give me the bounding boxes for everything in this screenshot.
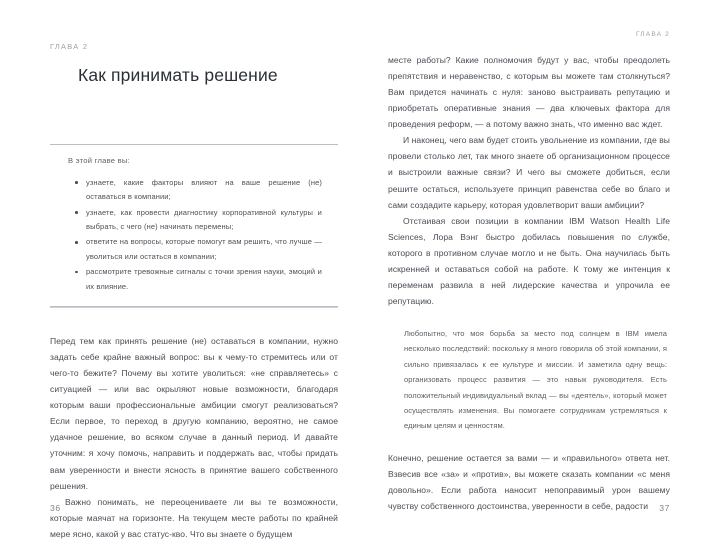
list-item: узнаете, какие факторы влияют на ваше решение (не) оставаться в компании; [86,176,328,205]
right-closing-column [388,450,670,514]
page-number: 37 [659,503,670,513]
callout-bullet-list [50,176,338,294]
running-head: ГЛАВА 2 [635,31,670,38]
body-paragraph: Перед тем как принять решение (не) оставаться в компании, нужно задать себе крайне важный вопрос: вы к чему-то стремитесь или от чего-то бежите? Почему вы хотите уволиться: «не справляетесь» с ситуацией — или вас окрыляют новые возможности, благодаря которым ваши профессиональные амбиции смогут реализоваться? Если первое, то переход в другую компанию, вероятно, не самое удачное решение, во всяком случае в данный период. И давайте уточним: я хочу помочь, направить и поддержать вас, чтобы придать вам уверенности и внести ясность в принятие вашего собственного решения. [50,336,338,491]
chapter-eyebrow: ГЛАВА 2 [50,42,89,51]
right-page [356,0,712,540]
body-paragraph: И наконец, чего вам будет стоить увольнение из компании, где вы провели столько лет, так много знаете об организационном процессе и выстроили важные связи? И чего вы сможете добиться, если решите остаться, используете принцип равенства себе во благо и сами создадите карьеру, которая удовлетворит ваши амбиции? [388,135,670,210]
left-page [0,0,356,540]
right-body-column [388,52,670,309]
body-paragraph: Важно понимать, не переоцениваете ли вы те возможности, которые маячат на горизонте. На текущем месте работы по крайней мере ясно, какой у вас статус-кво. Что вы знаете о будущем [50,496,338,539]
callout-bottom-rule [50,306,338,308]
left-body-column [50,333,338,542]
callout-intro-label: В этой главе вы: [68,155,130,165]
callout-top-rule [50,144,338,145]
body-paragraph: Конечно, решение остается за вами — и «правильного» ответа нет. Взвесив все «за» и «против», вы можете сказать компании «с меня довольно». Если работа наносит непоправимый урон вашему чувству собственного достоинства, уверенности в себе, радости [388,452,670,511]
body-paragraph: месте работы? Какие полномочия будут у вас, чтобы преодолеть препятствия и неравенство, с которым вы можете там столкнуться? Вам придется начинать с нуля: заново выстраивать репутацию и приобретать оперативные знания — два ключевых фактора для проведения реформ, — а потому важно знать, что именно вас ждет. [388,55,670,130]
chapter-title: Как принимать решение [78,65,278,85]
in-this-chapter-callout [50,144,338,308]
body-paragraph: Отстаивая свои позиции в компании IBM Watson Health Life Sciences, Лора Вэнг быстро добилась повышения по службе, которого в противном случае могло и не быть. Она научилась быть искренней и оставаться собой на работе. К тому же интенция к переменам развила в ней лидерские качества и упрочила ее репутацию. [388,215,670,306]
page-number: 36 [50,503,61,513]
list-item: узнаете, как провести диагностику корпоративной культуры и выбрать, с чего (не) начинать перемены; [86,206,328,235]
chapter-opener [50,0,338,87]
list-item: ответите на вопросы, которые помогут вам решить, что лучше — уволиться или остаться в компании; [86,235,328,264]
quote-extract-block [388,326,670,434]
extract-paragraph: Любопытно, что моя борьба за место под солнцем в IBM имела несколько последствий: поскольку я много говорила об этой компании, я сильно привязалась к ее культуре и миссии. И заметила одну вещь: организовать процесс развития — это навык руководителя. Есть положительный индивидуальный вклад — вы «деятель», который может осуществлять изменения. Вы помогаете сотрудникам устремляться к единым целям и ценностям. [404,329,667,431]
list-item: рассмотрите тревожные сигналы с точки зрения науки, эмоций и их влияние. [86,265,328,294]
